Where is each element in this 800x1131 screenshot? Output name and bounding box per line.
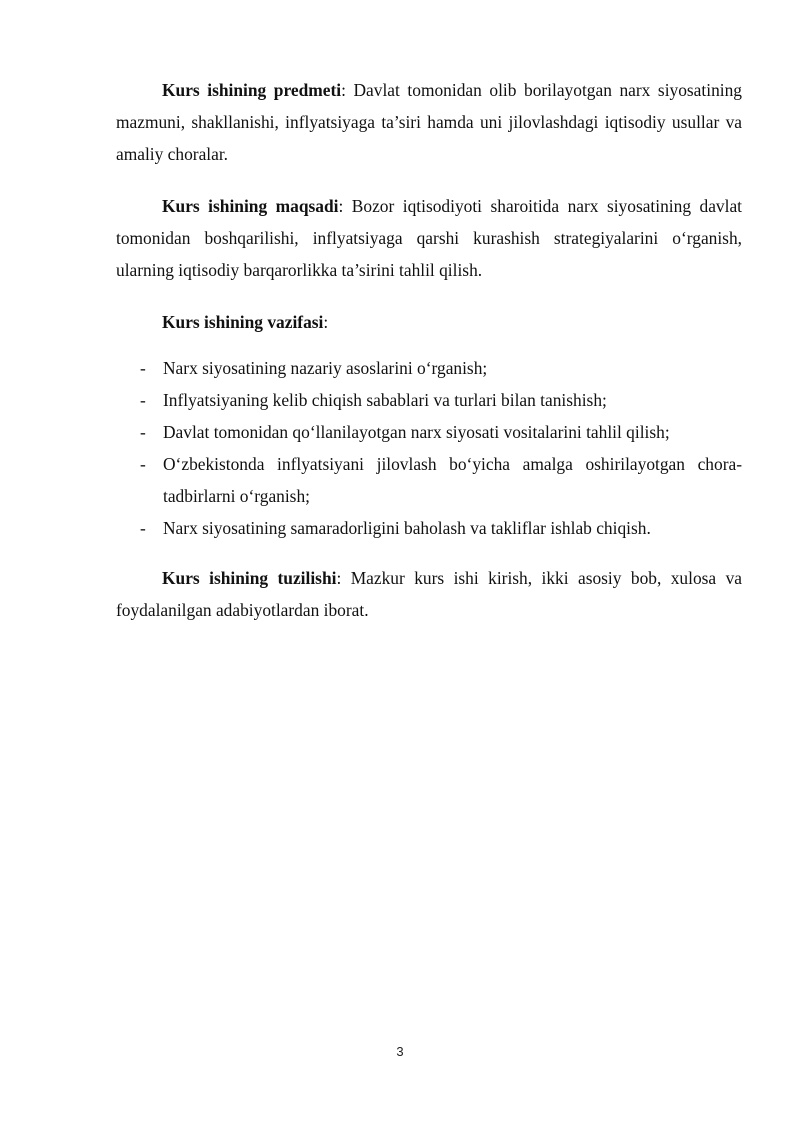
list-item-text: O‘zbekistonda inflyatsiyani jilovlash bo‘yicha amalga oshirilayotgan chora-tadbirlarni o‘rganish; <box>163 454 742 506</box>
structure-paragraph <box>116 562 742 626</box>
list-item-text: Narx siyosatining samaradorligini baholash va takliflar ishlab chiqish. <box>163 518 651 538</box>
structure-text: : Mazkur kurs ishi kirish, ikki asosiy bob, xulosa va foydalanilgan adabiyotlardan iborat. <box>116 568 742 620</box>
list-marker: - <box>140 518 146 538</box>
goal-text: : Bozor iqtisodiyoti sharoitida narx siyosatining davlat tomonidan boshqarilishi, inflyatsiyaga qarshi kurashish strategiyalarini o‘rganish, ularning iqtisodiy barqarorlikka ta’sirini tahlil qilish. <box>116 196 742 280</box>
list-item <box>116 416 742 448</box>
subject-paragraph <box>116 74 742 170</box>
list-item-text: Narx siyosatining nazariy asoslarini o‘rganish; <box>163 358 488 378</box>
tasks-label: Kurs ishining vazifasi <box>162 312 324 332</box>
tasks-heading <box>116 306 742 338</box>
list-marker: - <box>140 358 146 378</box>
list-item <box>116 352 742 384</box>
subject-text: : Davlat tomonidan olib borilayotgan narx siyosatining mazmuni, shakllanishi, inflyatsiyaga ta’siri hamda uni jilovlashdagi iqtisodiy usullar va amaliy choralar. <box>116 80 742 164</box>
structure-label: Kurs ishining tuzilishi <box>162 568 337 588</box>
page-number: 3 <box>396 1044 404 1059</box>
tasks-colon: : <box>323 312 329 332</box>
list-item-text: Davlat tomonidan qo‘llanilayotgan narx siyosati vositalarini tahlil qilish; <box>163 422 670 442</box>
list-marker: - <box>140 454 146 474</box>
list-marker: - <box>140 422 146 442</box>
list-marker: - <box>140 390 146 410</box>
list-item <box>116 448 742 512</box>
list-item <box>116 384 742 416</box>
subject-label: Kurs ishining predmeti <box>162 80 342 100</box>
page-content <box>116 74 742 646</box>
goal-label: Kurs ishining maqsadi <box>162 196 339 216</box>
list-item <box>116 512 742 544</box>
goal-paragraph <box>116 190 742 286</box>
list-item-text: Inflyatsiyaning kelib chiqish sabablari va turlari bilan tanishish; <box>163 390 607 410</box>
tasks-list <box>116 352 742 544</box>
